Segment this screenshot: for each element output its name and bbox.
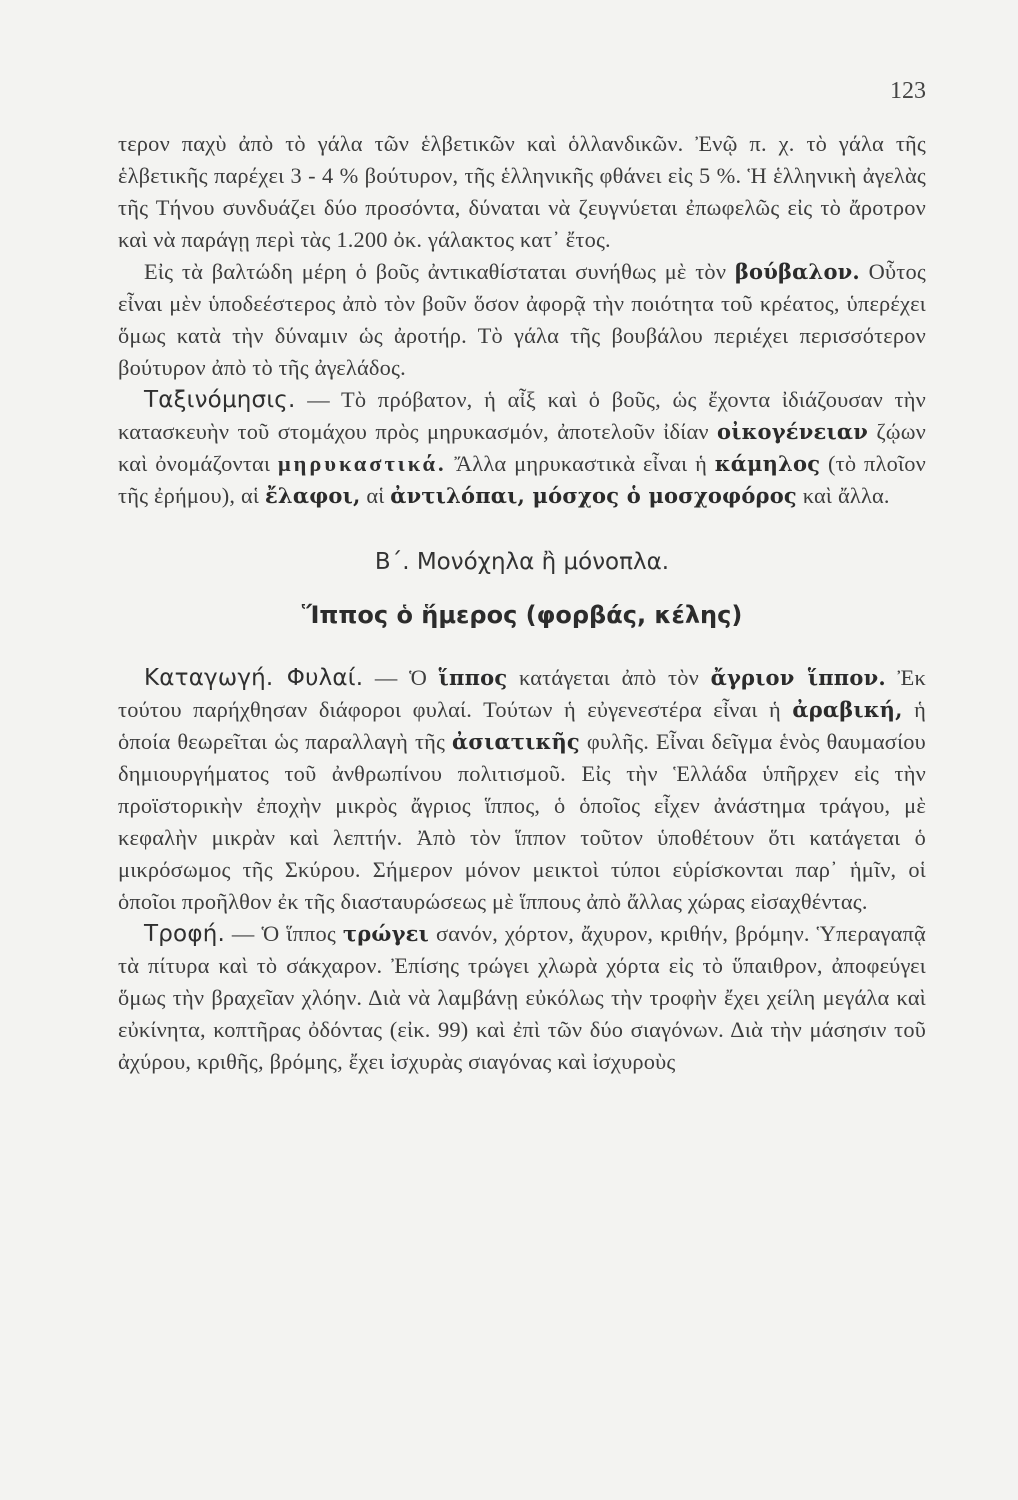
origin-text-b: κατάγεται ἀπὸ τὸν xyxy=(518,665,699,690)
term-camel: κάμηλος xyxy=(714,451,821,476)
term-horse: ἵππος xyxy=(438,665,508,690)
term-eats: τρώγει xyxy=(342,921,430,946)
food-lead: Τροφή. xyxy=(144,921,225,947)
paragraph-milk xyxy=(118,128,926,256)
section-heading: Β΄. Μονόχηλα ἢ μόνοπλα. xyxy=(374,549,670,575)
classification-text-c: Ἄλλα μηρυκαστικὰ εἶναι ἡ xyxy=(454,451,707,476)
term-ruminants: μηρυκαστικά. xyxy=(277,451,447,476)
classification-text-b: ζῴων καὶ ὀνομάζονται xyxy=(118,419,926,476)
classification-lead: Ταξινόμησις. xyxy=(144,387,296,413)
origin-text-c: Ἐκ τούτου παρήχθησαν διάφοροι φυλαί. Τούτων ἡ εὐγενεστέρα εἶναι ἡ xyxy=(118,665,926,722)
term-family: οἰκογένειαν xyxy=(717,419,868,444)
sub-heading: Ἵππος ὁ ἥμερος (φορβάς, κέλης) xyxy=(301,601,743,629)
paragraph-classification xyxy=(118,384,926,512)
classification-text-a: — Τὸ πρόβατον, ἡ αἶξ καὶ ὁ βοῦς, ὡς ἔχοντα ἰδιάζουσαν τὴν κατασκευὴν τοῦ στομάχου πρὸς μηρυκασμόν, ἀποτελοῦν ἰδίαν xyxy=(118,387,926,444)
origin-text-e: φυλῆς. Εἶναι δεῖγμα ἑνὸς θαυμασίου δημιουργήματος τοῦ ἀνθρωπίνου πολιτισμοῦ. Εἰς τὴν Ἑλλάδα ὑπῆρχεν εἰς τὴν προϊστορικὴν ἐποχὴν μικρὸς ἄγριος ἵππος, ὁ ὁποῖος εἶχεν ἀνάστημα τράγου, μὲ κεφαλὴν μικρὰν καὶ λεπτήν. Ἀπὸ τὸν ἵππον τοῦτον ὑποθέτουν ὅτι κατάγεται ὁ μικρόσωμος τῆς Σκύρου. Σήμερον μόνον μεικτοὶ τύποι εὑρίσκονται παρ᾽ ἡμῖν, οἱ ὁποῖοι προῆλθον ἐκ τῆς διασταυρώσεως μὲ ἵππους ἀπὸ ἄλλας χώρας εἰσαχθέντας. xyxy=(118,729,926,914)
origin-text-d: ἡ ὁποία θεωρεῖται ὡς παραλλαγὴ τῆς xyxy=(118,697,926,754)
term-deer: ἔλαφοι, xyxy=(264,483,361,508)
term-antelopes: ἀντιλόπαι, μόσχος ὁ μοσχοφόρος xyxy=(390,483,797,508)
term-wild-horse: ἄγριον ἵππον. xyxy=(710,665,886,690)
term-buffalo: βούβαλον. xyxy=(734,259,860,284)
term-arabian: ἀραβική, xyxy=(792,697,903,722)
food-text-a: — Ὁ ἵππος xyxy=(231,921,336,946)
classification-text-f: καὶ ἄλλα. xyxy=(802,483,890,508)
page-number: 123 xyxy=(890,78,926,104)
food-text-b: σανόν, χόρτον, ἄχυρον, κριθήν, βρόμην. Ὑπεραγαπᾷ τὰ πίτυρα καὶ τὸ σάκχαρον. Ἐπίσης τρώγει χλωρὰ χόρτα εἰς τὸ ὕπαιθρον, ἀποφεύγει ὅμως τὴν βραχεῖαν χλόην. Διὰ νὰ λαμβάνῃ εὐκόλως τὴν τροφὴν ἔχει χείλη μεγάλα καὶ εὐκίνητα, κοπτῆρας ὀδόντας (εἰκ. 99) καὶ ἐπὶ τῶν δύο σιαγόνων. Διὰ τὴν μάσησιν τοῦ ἀχύρου, κριθῆς, βρόμης, ἔχει ἰσχυρὰς σιαγόνας καὶ ἰσχυροὺς xyxy=(118,921,926,1074)
paragraph-origin xyxy=(118,662,926,918)
paragraph-milk-text: τερον παχὺ ἀπὸ τὸ γάλα τῶν ἑλβετικῶν καὶ ὁλλανδικῶν. Ἐνῷ π. χ. τὸ γάλα τῆς ἑλβετικῆς παρέχει 3 - 4 % βούτυρον, τῆς ἑλληνικῆς φθάνει εἰς 5 %. Ἡ ἑλληνικὴ ἀγελὰς τῆς Τήνου συνδυάζει δύο προσόντα, δύναται νὰ ζευγνύεται ἐπωφελῶς εἰς τὸ ἄροτρον καὶ νὰ παράγῃ περὶ τὰς 1.200 ὀκ. γάλακτος κατ᾽ ἔτος. xyxy=(118,131,926,252)
paragraph-food xyxy=(118,918,926,1078)
term-asiatic: ἀσιατικῆς xyxy=(452,729,580,754)
classification-text-e: αἱ xyxy=(366,483,385,508)
body-text xyxy=(118,128,926,1078)
paragraph-buffalo xyxy=(118,256,926,384)
buffalo-text-a: Εἰς τὰ βαλτώδη μέρη ὁ βοῦς ἀντικαθίσταται συνήθως μὲ τὸν xyxy=(144,259,727,284)
buffalo-text-b: Οὗτος εἶναι μὲν ὑποδεέστερος ἀπὸ τὸν βοῦν ὅσον ἀφορᾷ τὴν ποιότητα τοῦ κρέατος, ὑπερέχει ὅμως κατὰ τὴν δύναμιν ὡς ἀροτήρ. Τὸ γάλα τῆς βουβάλου περιέχει περισσότερον βούτυρον ἀπὸ τὸ τῆς ἀγελάδος. xyxy=(118,259,926,380)
origin-text-a: — Ὁ xyxy=(374,665,428,690)
classification-text-d: (τὸ πλοῖον τῆς ἐρήμου), αἱ xyxy=(118,451,926,508)
origin-lead: Καταγωγή. Φυλαί. xyxy=(144,665,364,691)
